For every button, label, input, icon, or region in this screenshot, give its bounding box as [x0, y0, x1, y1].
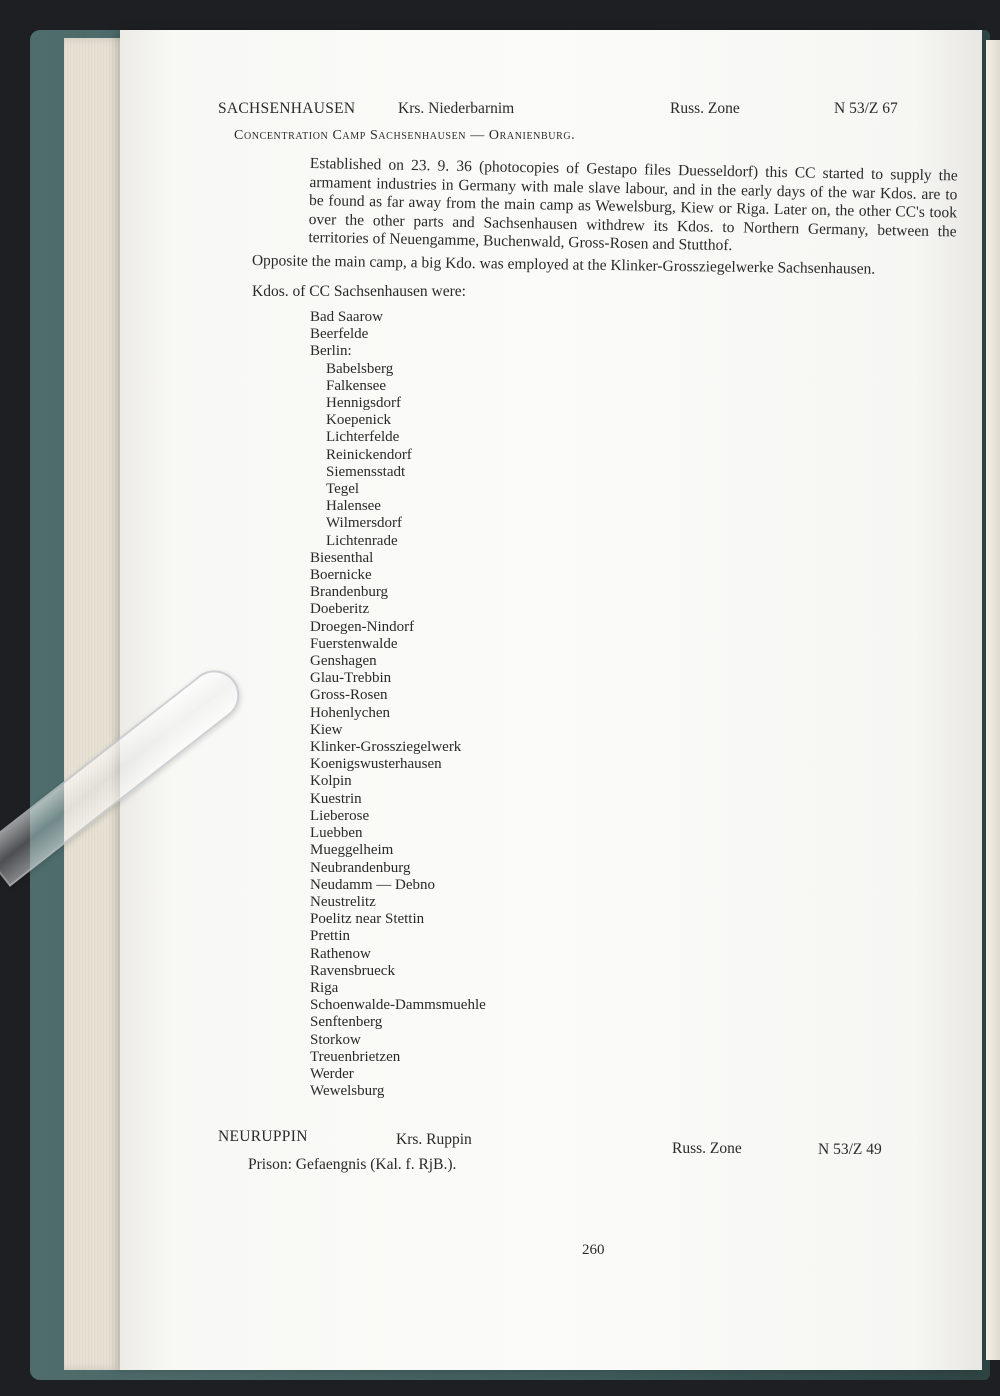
list-item: Kuestrin	[310, 790, 362, 807]
grid-code: N 53/Z 67	[834, 100, 898, 117]
list-item: Beerfelde	[310, 326, 369, 343]
list-item: Lichtenrade	[326, 532, 398, 549]
list-item: Fuerstenwalde	[310, 635, 398, 652]
list-item: Werder	[310, 1065, 354, 1082]
list-item: Storkow	[310, 1031, 361, 1048]
list-item: Boernicke	[310, 567, 372, 584]
list-item: Halensee	[326, 498, 381, 515]
next-page-edge	[986, 40, 1000, 1360]
list-item: Mueggelheim	[310, 842, 394, 859]
list-item: Reinickendorf	[326, 446, 412, 463]
list-item: Glau-Trebbin	[310, 670, 392, 687]
list-item: Prettin	[310, 928, 350, 945]
zone-name: Russ. Zone	[670, 100, 740, 117]
list-item: Lieberose	[310, 807, 370, 824]
page-number: 260	[582, 1242, 605, 1258]
list-item: Biesenthal	[310, 549, 374, 566]
list-item: Neudamm — Debno	[310, 876, 435, 893]
list-item: Gross-Rosen	[310, 687, 388, 704]
list-item: Falkensee	[326, 377, 386, 394]
list-item: Kolpin	[310, 773, 352, 790]
kdos-list	[310, 309, 486, 1100]
list-item: Luebben	[310, 825, 363, 842]
kdos-intro: Kdos. of CC Sachsenhausen were:	[252, 283, 466, 300]
list-item: Koenigswusterhausen	[310, 756, 442, 773]
list-item: Neustrelitz	[310, 893, 376, 910]
opposite-camp-line: Opposite the main camp, a big Kdo. was employed at the Klinker-Grossziegelwerke Sachsenhausen.	[251, 252, 876, 278]
description-paragraph: Established on 23. 9. 36 (photocopies of Gestapo files Duesseldorf) this CC started to supply the armament industries in Germany with male slave labour, and in the early days of the war Kdos. are to be found as far away from the main camp as Wewelsburg, Kiew or Riga. Later on, the other CC's took over the other parts and Sachsenhausen withdrew its Kdos. to Northern Germany, between the territories of Neuengamme, Buchenwald, Gross-Rosen and Stutthof.	[308, 155, 958, 255]
place-name: SACHSENHAUSEN	[218, 100, 356, 117]
entry-header	[218, 100, 908, 122]
list-item: Hennigsdorf	[326, 395, 401, 412]
list-item: Doeberitz	[310, 601, 370, 618]
camp-subheading: Concentration Camp Sachsenhausen — Oranienburg.	[234, 128, 576, 143]
list-item: Bad Saarow	[310, 309, 383, 325]
list-item: Rathenow	[310, 945, 371, 962]
list-item: Droegen-Nindorf	[310, 618, 415, 635]
list-item: Klinker-Grossziegelwerk	[310, 739, 462, 756]
list-item: Poelitz near Stettin	[310, 911, 425, 928]
list-item: Treuenbrietzen	[310, 1048, 401, 1065]
list-item: Kiew	[310, 721, 343, 738]
footer-grid-code: N 53/Z 49	[818, 1141, 882, 1158]
district-name: Krs. Niederbarnim	[398, 100, 515, 117]
list-item: Hohenlychen	[310, 704, 390, 721]
footer-place-name: NEURUPPIN	[218, 1128, 308, 1145]
list-item: Senftenberg	[310, 1014, 383, 1031]
footer-district-name: Krs. Ruppin	[396, 1131, 472, 1148]
list-item: Riga	[310, 979, 339, 996]
list-item: Berlin:	[310, 343, 352, 360]
list-item: Wilmersdorf	[326, 515, 403, 532]
footer-zone-name: Russ. Zone	[672, 1140, 742, 1157]
list-item: Tegel	[326, 481, 360, 498]
list-item: Babelsberg	[326, 360, 394, 377]
list-item: Brandenburg	[310, 584, 389, 601]
list-item: Koepenick	[326, 412, 391, 429]
list-item: Siemensstadt	[326, 463, 406, 480]
list-item: Lichterfelde	[326, 429, 400, 446]
footer-prison-line: Prison: Gefaengnis (Kal. f. RjB.).	[248, 1156, 457, 1173]
list-item: Wewelsburg	[310, 1083, 385, 1100]
list-item: Neubrandenburg	[310, 859, 411, 876]
list-item: Schoenwalde-Dammsmuehle	[310, 997, 486, 1014]
list-item: Ravensbrueck	[310, 962, 395, 979]
list-item: Genshagen	[310, 653, 377, 670]
